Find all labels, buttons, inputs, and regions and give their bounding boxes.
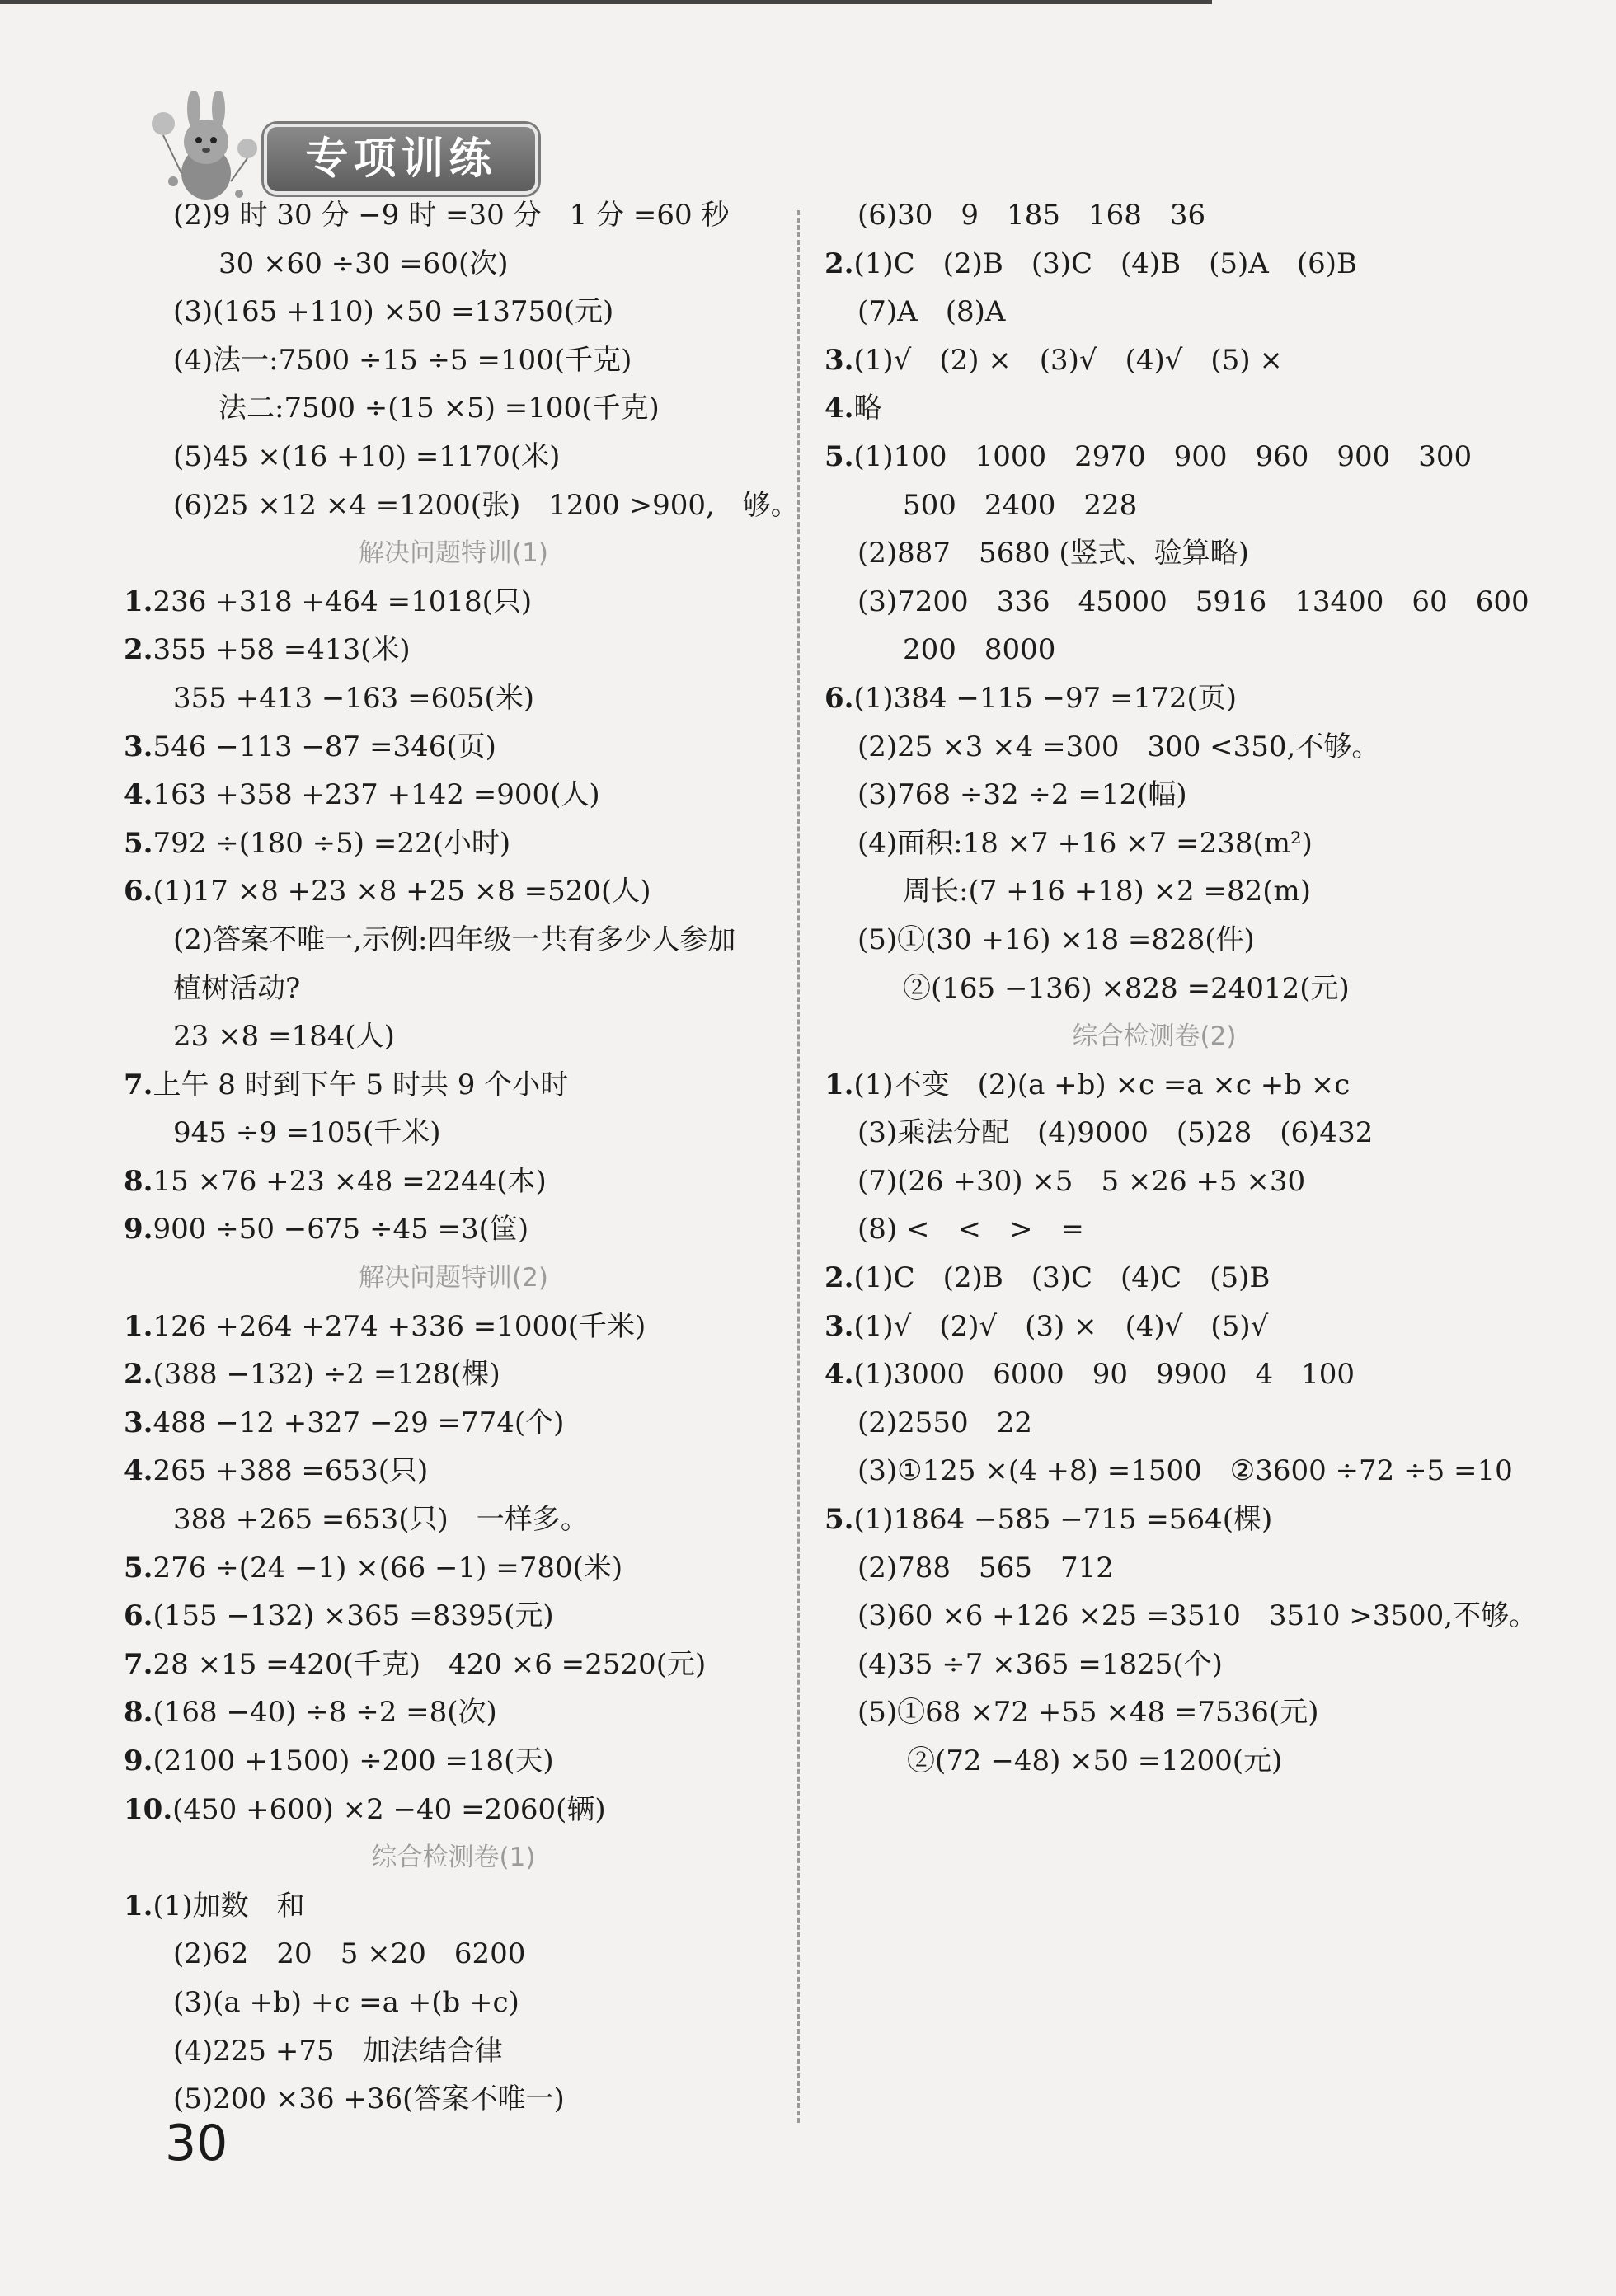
answer-line [824, 674, 1484, 723]
answer-line [824, 1109, 1484, 1157]
question-number: 5. [124, 826, 153, 860]
answer-line [124, 674, 783, 723]
question-number: 6. [124, 1599, 153, 1633]
answer-line [824, 1447, 1513, 1495]
answer-text: (7)(26 +30) ×5 5 ×26 +5 ×30 [857, 1164, 1306, 1198]
answer-text: (4)35 ÷7 ×365 =1825(个) [857, 1647, 1223, 1681]
answer-line [124, 578, 783, 627]
answer-line [124, 433, 783, 481]
answer-line [124, 1447, 783, 1495]
answer-text: (1)不变 (2)(a +b) ×c =a ×c +b ×c [853, 1068, 1351, 1101]
answer-text: (1)C (2)B (3)C (4)C (5)B [853, 1261, 1271, 1295]
answer-line [124, 819, 783, 868]
question-number: 3. [824, 343, 854, 377]
answer-line [824, 1350, 1484, 1399]
question-number: 5. [824, 439, 854, 473]
answer-text: (5)45 ×(16 +10) =1170(米) [173, 439, 561, 473]
answer-text: 上午 8 时到下午 5 时共 9 个小时 [153, 1068, 569, 1101]
section-heading-text: 综合检测卷(1) [371, 1843, 536, 1873]
answer-line [124, 867, 783, 916]
answer-column-right [824, 191, 1538, 1786]
answer-text: 30 ×60 ÷30 =60(次) [218, 247, 509, 280]
answer-text: (4)面积:18 ×7 +16 ×7 =238(m²) [857, 826, 1313, 860]
answer-text: (3)①125 ×(4 +8) =1500 ②3600 ÷72 ÷5 =10 [857, 1454, 1513, 1488]
answer-text: (4)法一:7500 ÷15 ÷5 =100(千克) [173, 343, 632, 377]
answer-text: (3)60 ×6 +126 ×25 =3510 3510 >3500,不够。 [857, 1599, 1538, 1633]
answer-text: (8) < < > = [857, 1213, 1084, 1247]
answer-line [824, 771, 1484, 819]
answer-text: 500 2400 228 [903, 488, 1138, 522]
answer-line [824, 1157, 1484, 1206]
answer-column-left [124, 191, 799, 2124]
answer-line [124, 1544, 783, 1593]
question-number: 9. [124, 1213, 153, 1247]
answer-line [124, 2027, 783, 2076]
answer-line [124, 771, 783, 819]
question-number: 6. [124, 875, 153, 909]
answer-text: 546 −113 −87 =346(页) [153, 730, 496, 763]
answer-text: (450 +600) ×2 −40 =2060(辆) [172, 1792, 606, 1826]
answer-line [824, 433, 1484, 481]
question-number: 3. [824, 1309, 854, 1343]
answer-text: (2)9 时 30 分 −9 时 =30 分 1 分 =60 秒 [173, 199, 730, 232]
answer-line [124, 965, 783, 1013]
answer-text: 163 +358 +237 +142 =900(人) [153, 778, 600, 812]
question-number: 8. [124, 1164, 153, 1198]
answer-text: (5)①(30 +16) ×18 =828(件) [857, 923, 1255, 956]
question-number: 1. [124, 1889, 153, 1923]
question-number: 4. [124, 778, 153, 812]
answer-text: 792 ÷(180 ÷5) =22(小时) [153, 826, 511, 860]
answer-text: (3)乘法分配 (4)9000 (5)28 (6)432 [857, 1116, 1374, 1150]
section-heading-text: 综合检测卷(2) [1072, 1021, 1237, 1052]
answer-line [124, 1399, 783, 1448]
answer-line [124, 1495, 783, 1544]
question-number: 7. [124, 1068, 153, 1101]
answer-text: 法二:7500 ÷(15 ×5) =100(千克) [218, 392, 660, 425]
question-number: 3. [124, 1406, 153, 1439]
answer-line [124, 1157, 783, 1206]
answer-line [824, 336, 1484, 385]
question-number: 3. [124, 730, 153, 763]
answer-text: (1)加数 和 [153, 1889, 305, 1923]
answer-text: (3)768 ÷32 ÷2 =12(幅) [857, 778, 1187, 812]
answer-line [124, 481, 799, 530]
section-heading [124, 529, 783, 578]
answer-line [824, 384, 1484, 433]
answer-line [124, 1641, 783, 1689]
answer-line [124, 1930, 783, 1979]
answer-line [824, 1641, 1484, 1689]
answer-text: 200 8000 [903, 633, 1056, 667]
answer-line [124, 1109, 783, 1157]
answer-line [824, 1061, 1484, 1110]
answer-line [824, 288, 1484, 336]
answer-line [824, 1592, 1538, 1641]
answer-line [824, 529, 1484, 578]
answer-line [824, 578, 1529, 627]
answer-line [824, 1205, 1484, 1254]
answer-text: 略 [853, 392, 882, 425]
question-number: 1. [124, 1309, 153, 1343]
answer-line [124, 1012, 783, 1061]
answer-text: (1)√ (2)√ (3) × (4)√ (5)√ [853, 1309, 1269, 1343]
answer-text: 15 ×76 +23 ×48 =2244(本) [153, 1164, 547, 1198]
section-heading-text: 解决问题特训(2) [359, 1263, 548, 1294]
answer-text: (1)3000 6000 90 9900 4 100 [853, 1358, 1355, 1392]
answer-line [824, 819, 1484, 868]
answer-line [124, 1350, 783, 1399]
answer-text: (1)√ (2) × (3)√ (4)√ (5) × [853, 343, 1283, 377]
answer-text: 植树活动? [173, 971, 301, 1005]
section-heading [124, 1254, 783, 1303]
answer-text: (6)25 ×12 ×4 =1200(张) 1200 >900, 够。 [173, 488, 799, 522]
answer-line [824, 240, 1484, 289]
answer-line [824, 965, 1484, 1013]
answer-text: (155 −132) ×365 =8395(元) [153, 1599, 554, 1633]
answer-text: (2100 +1500) ÷200 =18(天) [153, 1744, 554, 1777]
section-heading [124, 1834, 783, 1882]
answer-line [824, 191, 1484, 240]
answer-line [824, 1544, 1484, 1593]
answer-text: (1)17 ×8 +23 ×8 +25 ×8 =520(人) [153, 875, 651, 909]
answer-text: 900 ÷50 −675 ÷45 =3(筐) [153, 1213, 529, 1247]
top-border [0, 0, 1212, 4]
answer-text: 265 +388 =653(只) [153, 1454, 429, 1488]
answer-line [824, 1737, 1484, 1786]
answer-line [124, 1979, 783, 2027]
question-number: 2. [124, 633, 153, 667]
answer-line [124, 1303, 783, 1351]
answer-line [124, 1592, 783, 1641]
answer-line [124, 916, 783, 965]
answer-text: 488 −12 +327 −29 =774(个) [153, 1406, 565, 1439]
answer-line [124, 1786, 783, 1834]
answer-line [824, 867, 1484, 916]
section-heading [824, 1012, 1484, 1061]
question-number: 8. [124, 1696, 153, 1730]
answer-text: (3)(a +b) +c =a +(b +c) [173, 1985, 519, 2019]
answer-text: (4)225 +75 加法结合律 [173, 2034, 503, 2068]
answer-line [124, 1688, 783, 1737]
answer-line [824, 916, 1484, 965]
answer-text: ②(165 −136) ×828 =24012(元) [903, 971, 1350, 1005]
answer-line [124, 1737, 783, 1786]
answer-line [124, 1205, 783, 1254]
question-number: 5. [824, 1503, 854, 1537]
question-number: 2. [824, 1261, 854, 1295]
answer-line [824, 1688, 1484, 1737]
question-number: 1. [824, 1068, 854, 1101]
answer-line [124, 336, 783, 385]
answer-text: ②(72 −48) ×50 =1200(元) [907, 1744, 1283, 1777]
question-number: 1. [124, 585, 153, 618]
answer-text: (1)1864 −585 −715 =564(棵) [853, 1503, 1273, 1537]
question-number: 6. [824, 681, 854, 715]
answer-text: (1)C (2)B (3)C (4)B (5)A (6)B [853, 247, 1358, 280]
answer-text: 388 +265 =653(只) 一样多。 [173, 1503, 589, 1537]
answer-text: (2)答案不唯一,示例:四年级一共有多少人参加 [173, 923, 736, 956]
answer-text: (1)384 −115 −97 =172(页) [853, 681, 1238, 715]
page-number: 30 [165, 2115, 228, 2172]
answer-text: 276 ÷(24 −1) ×(66 −1) =780(米) [153, 1551, 623, 1585]
answer-text: (3)7200 336 45000 5916 13400 60 600 [857, 585, 1529, 618]
question-number: 10. [124, 1792, 173, 1826]
question-number: 4. [824, 1358, 854, 1392]
question-number: 5. [124, 1551, 153, 1585]
answer-text: (5)200 ×36 +36(答案不唯一) [173, 2082, 565, 2116]
answer-line [824, 1495, 1484, 1544]
answer-text: (1)100 1000 2970 900 960 900 300 [853, 439, 1473, 473]
answer-line [824, 1303, 1484, 1351]
question-number: 2. [824, 247, 854, 280]
answer-text: (2)25 ×3 ×4 =300 300 <350,不够。 [857, 730, 1380, 763]
answer-text: 355 +58 =413(米) [153, 633, 411, 667]
answer-text: (2)62 20 5 ×20 6200 [173, 1937, 526, 1971]
answer-text: (2)887 5680 (竖式、验算略) [857, 537, 1249, 570]
question-number: 4. [124, 1454, 153, 1488]
answer-line [124, 626, 783, 674]
answer-text: 126 +264 +274 +336 =1000(千米) [153, 1309, 646, 1343]
answer-line [124, 288, 783, 336]
answer-line [124, 723, 783, 772]
answer-line [124, 240, 783, 289]
answer-line [124, 384, 783, 433]
answer-text: 周长:(7 +16 +18) ×2 =82(m) [903, 875, 1311, 909]
answer-line [124, 1061, 783, 1110]
answer-line [124, 191, 783, 240]
question-number: 4. [824, 392, 854, 425]
question-number: 2. [124, 1358, 153, 1392]
answer-text: (2)788 565 712 [857, 1551, 1114, 1585]
answer-text: (3)(165 +110) ×50 =13750(元) [173, 295, 614, 329]
column-divider [797, 210, 800, 2123]
answer-text: (5)①68 ×72 +55 ×48 =7536(元) [857, 1696, 1319, 1730]
answer-text: (6)30 9 185 168 36 [857, 199, 1206, 232]
answer-text: 23 ×8 =184(人) [173, 1020, 395, 1054]
answer-line [824, 626, 1484, 674]
answer-text: (7)A (8)A [857, 295, 1006, 329]
answer-text: (2)2550 22 [857, 1406, 1032, 1439]
answer-text: (168 −40) ÷8 ÷2 =8(次) [153, 1696, 497, 1730]
answer-line [824, 1399, 1484, 1448]
section-heading-text: 解决问题特训(1) [359, 538, 548, 569]
answer-line [824, 481, 1484, 530]
answer-line [824, 723, 1484, 772]
answer-line [124, 1882, 783, 1931]
answer-text: 236 +318 +464 =1018(只) [153, 585, 533, 618]
answer-text: 355 +413 −163 =605(米) [173, 681, 534, 715]
answer-text: 28 ×15 =420(千克) 420 ×6 =2520(元) [153, 1647, 707, 1681]
question-number: 7. [124, 1647, 153, 1681]
answer-text: 945 ÷9 =105(千米) [173, 1116, 441, 1150]
section-title: 专项训练 [264, 124, 538, 195]
answer-line [824, 1254, 1484, 1303]
question-number: 9. [124, 1744, 153, 1777]
answer-text: (388 −132) ÷2 =128(棵) [153, 1358, 500, 1392]
